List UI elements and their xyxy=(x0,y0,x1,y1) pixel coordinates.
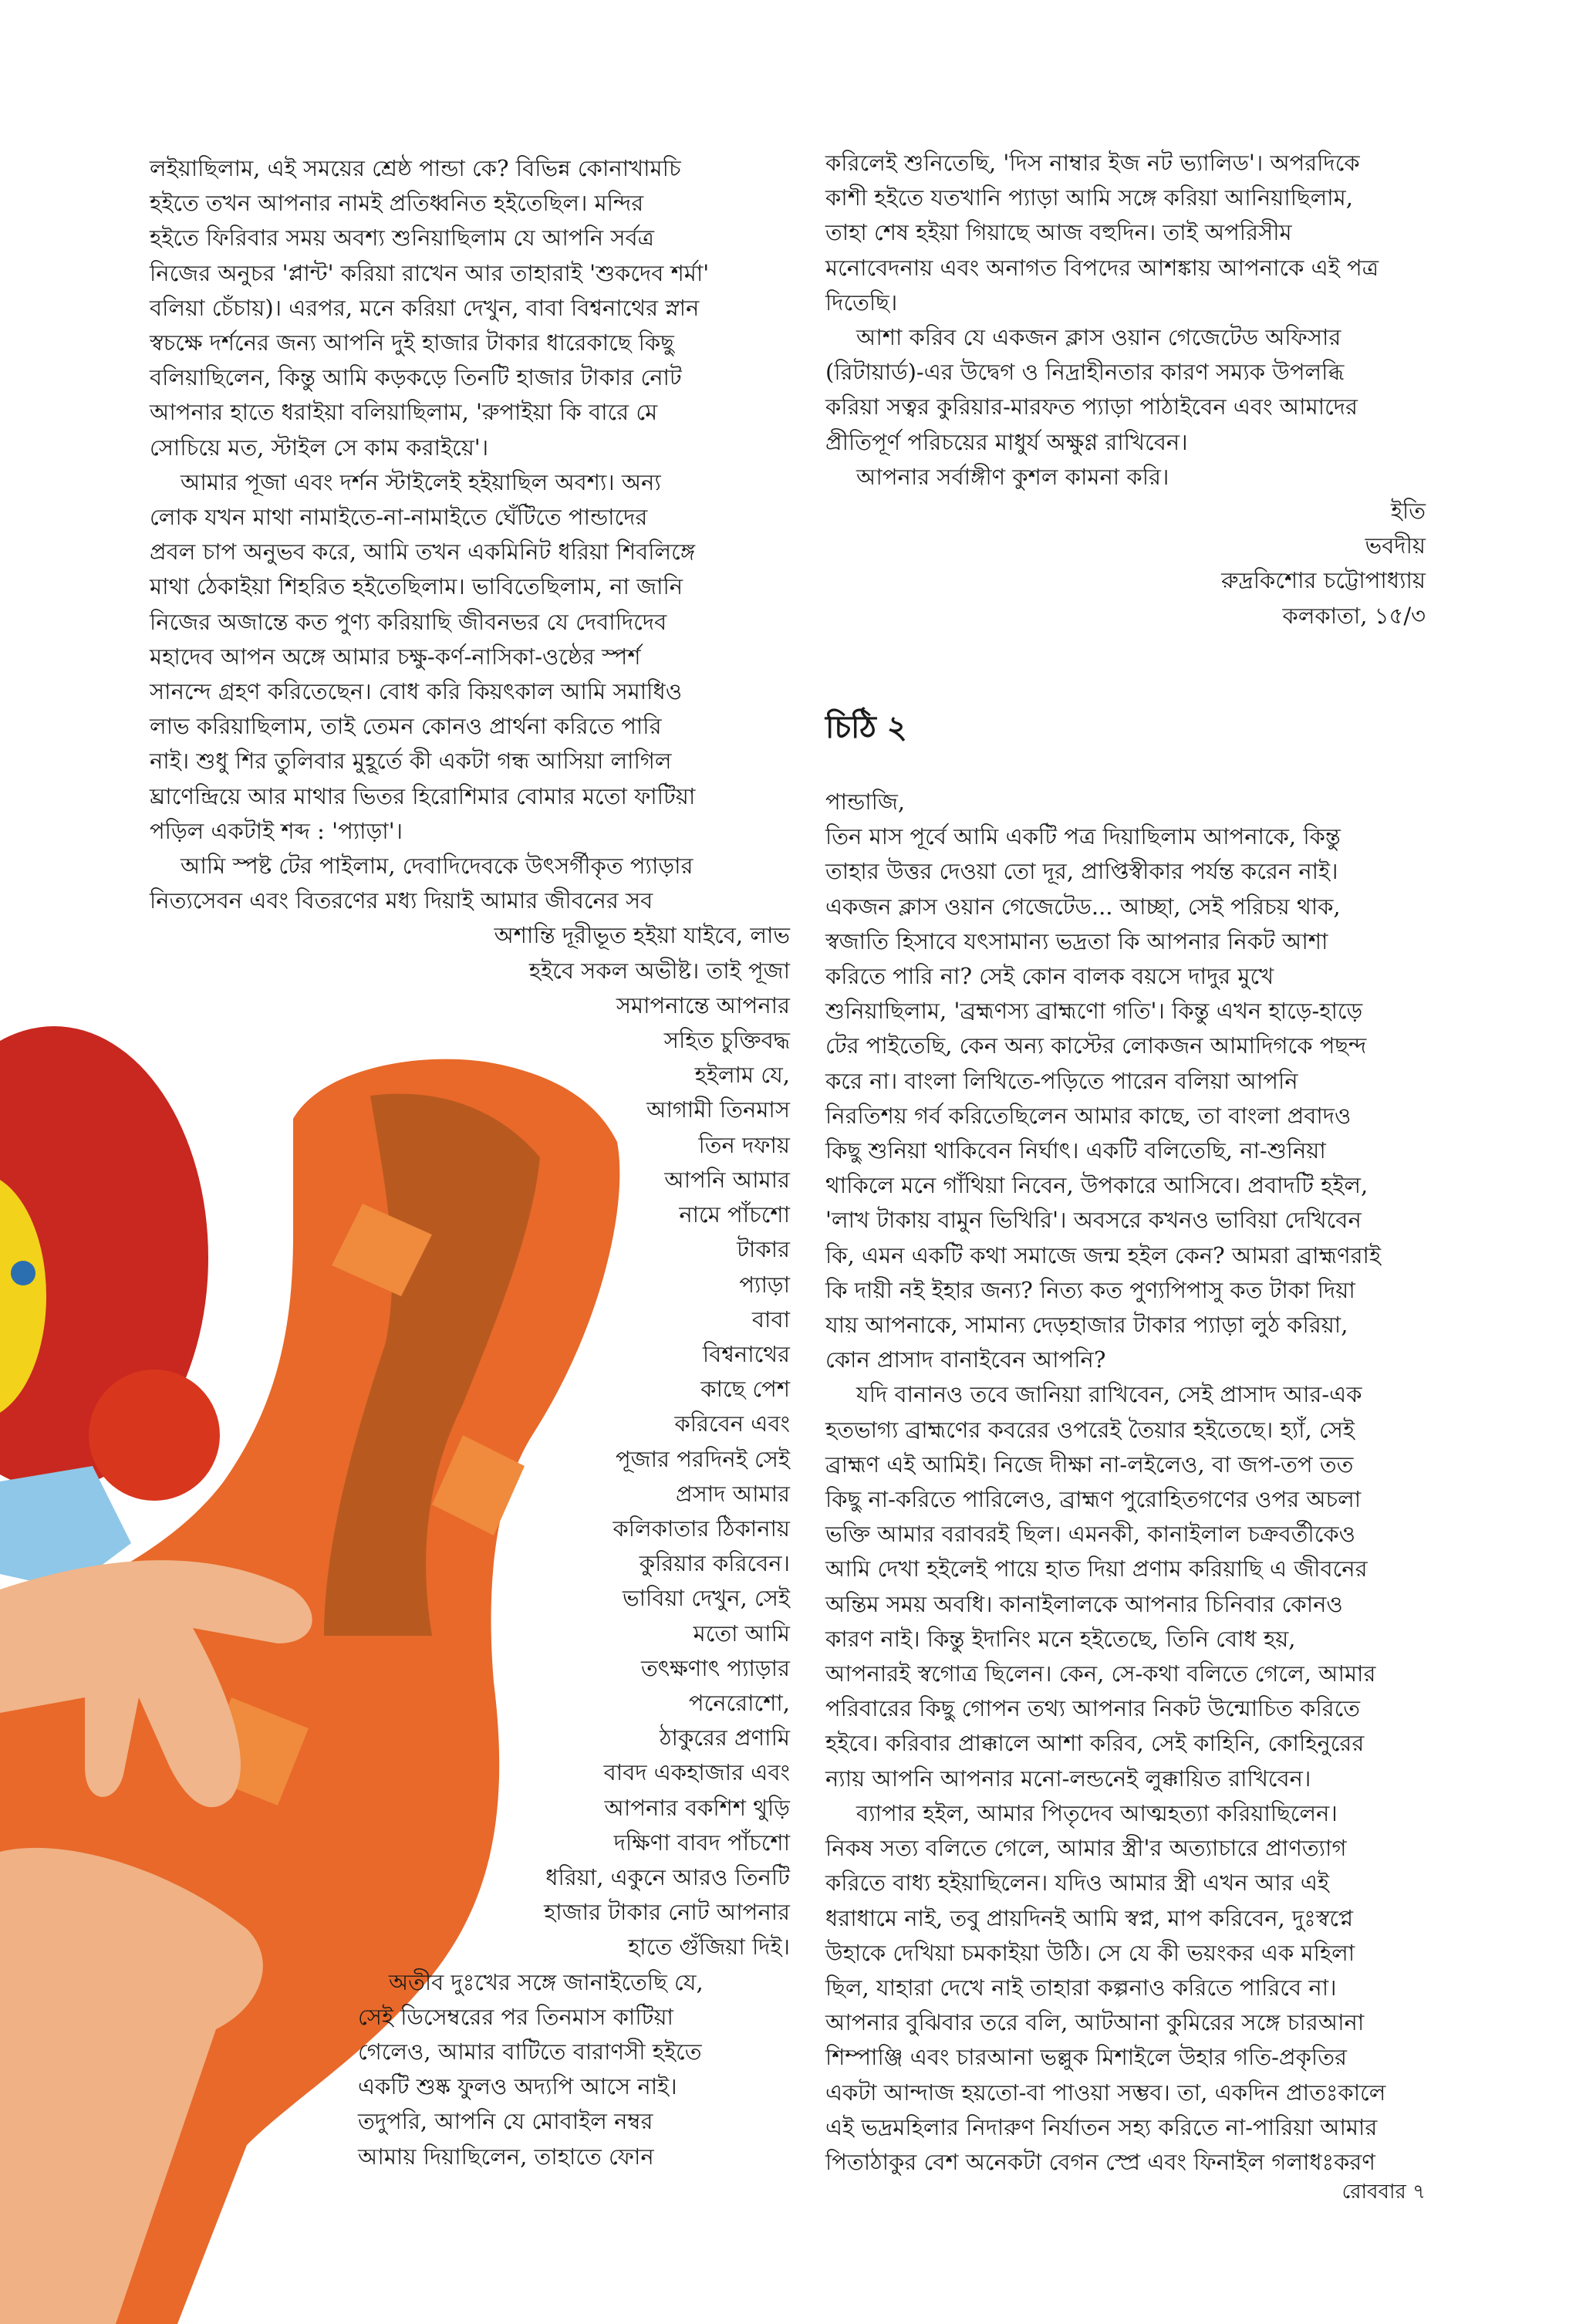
text-line: প্যাড়া xyxy=(739,1271,790,1298)
text-line: ন্যায় আপনি আপনার মনো-লন্ডনেই লুক্কায়িত রাখিবেন। xyxy=(825,1765,1311,1792)
text-line: বলিয়া চেঁচায়)। এরপর, মনে করিয়া দেখুন, বাবা বিশ্বনাথের স্নান xyxy=(150,294,700,321)
left-block-3 xyxy=(150,849,790,1965)
text-line: বলিয়াছিলেন, কিন্তু আমি কড়কড়ে তিনটি হাজার টাকার নোট xyxy=(150,364,682,391)
signoff-bhabadiy: ভবদীয় xyxy=(1365,532,1426,559)
text-line: সেই ডিসেম্বরের পর তিনমাস কাটিয়া xyxy=(358,2003,673,2030)
text-line: মতো আমি xyxy=(693,1620,790,1647)
text-line: নিকষ সত্য বলিতে গেলে, আমার স্ত্রী'র অত্যাচারে প্রাণত্যাগ xyxy=(825,1835,1347,1862)
text-line: হাজার টাকার নোট আপনার xyxy=(544,1899,790,1926)
text-line: করিবেন এবং xyxy=(674,1410,790,1437)
text-line: মাথা ঠেকাইয়া শিহরিত হইতেছিলাম। ভাবিতেছিলাম, না জানি xyxy=(150,573,683,600)
text-line: কারণ নাই। কিন্তু ইদানিং মনে হইতেছে, তিনি বোধ হয়, xyxy=(825,1625,1296,1652)
text-line: হইতে তখন আপনার নামই প্রতিধ্বনিত হইতেছিল। মন্দির xyxy=(150,190,644,217)
text-line: আপনার বকশিশ থুড়ি xyxy=(604,1794,790,1821)
text-line: আমি দেখা হইলেই পায়ে হাত দিয়া প্রণাম করিয়াছি এ জীবনের xyxy=(825,1556,1368,1583)
text-line: কিছু না-করিতে পারিলেও, ব্রাহ্মণ পুরোহিতগণের ওপর অচলা xyxy=(825,1486,1362,1513)
text-line: পড়িল একটাই শব্দ : 'প্যাড়া'। xyxy=(150,817,403,844)
text-line: কি, এমন একটি কথা সমাজে জন্ম হইল কেন? আমরা ব্রাহ্মণরাই xyxy=(825,1241,1382,1268)
text-line: হইবে সকল অভীষ্ট। তাই পূজা xyxy=(528,957,790,984)
text-line: নামে পাঁচশো xyxy=(679,1201,790,1228)
text-line: করে না। বাংলা লিখিতে-পড়িতে পারেন বলিয়া আপনি xyxy=(825,1067,1298,1094)
text-line: ঠাকুরের প্রণামি xyxy=(660,1724,790,1751)
text-line: তিন দফায় xyxy=(698,1131,790,1158)
text-line: তাহার উত্তর দেওয়া তো দূর, প্রাপ্তিস্বীকার পর্যন্ত করেন নাই। xyxy=(825,858,1338,885)
text-line: দক্ষিণা বাবদ পাঁচশো xyxy=(613,1829,790,1856)
text-line: একটা আন্দাজ হয়তো-বা পাওয়া সম্ভব। তা, একদিন প্রাতঃকালে xyxy=(825,2079,1386,2106)
text-line: আপনার হাতে ধরাইয়া বলিয়াছিলাম, 'রুপাইয়া কি বারে মে xyxy=(150,399,658,426)
text-line: উহাকে দেখিয়া চমকাইয়া উঠি। সে যে কী ভয়ংকর এক মহিলা xyxy=(825,1939,1355,1966)
text-line: কাশী হইতে যতখানি প্যাড়া আমি সঙ্গে করিয়া আনিয়াছিলাম, xyxy=(825,184,1353,211)
text-line: কাছে পেশ xyxy=(700,1376,790,1403)
text-line: আপনার সর্বাঙ্গীণ কুশল কামনা করি। xyxy=(856,463,1169,490)
text-line: সোচিয়ে মত, স্টাইল সে কাম করাইয়ে'। xyxy=(150,434,489,461)
text-line: একজন ক্লাস ওয়ান গেজেটেড... আচ্ছা, সেই পরিচয় থাক, xyxy=(825,893,1341,920)
text-line: কি দায়ী নই ইহার জন্য? নিত্য কত পুণ্যপিপাসু কত টাকা দিয়া xyxy=(825,1276,1355,1303)
text-line: যদি বানানও তবে জানিয়া রাখিবেন, সেই প্রাসাদ আর-এক xyxy=(856,1381,1362,1408)
text-line: এই ভদ্রমহিলার নিদারুণ নির্যাতন সহ্য করিতে না-পারিয়া আমার xyxy=(825,2113,1378,2140)
text-line: শুনিয়াছিলাম, 'ব্রহ্মণস্য ব্রাহ্মণো গতি'। কিন্তু এখন হাড়ে-হাড়ে xyxy=(825,998,1363,1025)
text-line: যায় আপনাকে, সামান্য দেড়হাজার টাকার প্যাড়া লুঠ করিয়া, xyxy=(825,1312,1348,1339)
text-line: করিয়া সত্বর কুরিয়ার-মারফত প্যাড়া পাঠাইবেন এবং আমাদের xyxy=(825,394,1358,421)
text-line: পিতাঠাকুর বেশ অনেকটা বেগন স্প্রে এবং ফিনাইল গলাধঃকরণ xyxy=(825,2148,1375,2175)
text-line: আশা করিব যে একজন ক্লাস ওয়ান গেজেটেড অফিসার xyxy=(856,324,1341,351)
text-line: হাতে গুঁজিয়া দিই। xyxy=(628,1934,790,1961)
text-line: অশান্তি দূরীভূত হইয়া যাইবে, লাভ xyxy=(494,922,790,949)
text-line: কিছু শুনিয়া থাকিবেন নির্ঘাৎ। একটি বলিতেছি, না-শুনিয়া xyxy=(825,1137,1326,1164)
text-line: প্রবল চাপ অনুভব করে, আমি তখন একমিনিট ধরিয়া শিবলিঙ্গে xyxy=(150,539,696,566)
text-line: তৎক্ষণাৎ প্যাড়ার xyxy=(641,1654,790,1681)
text-line: পূজার পরদিনই সেই xyxy=(616,1445,790,1472)
signoff-iti: ইতি xyxy=(1390,498,1426,524)
text-line: সমাপনান্তে আপনার xyxy=(616,991,790,1018)
text-line: হইতে ফিরিবার সময় অবশ্য শুনিয়াছিলাম যে আপনি সর্বত্র xyxy=(150,225,654,252)
text-line: করিতে পারি না? সেই কোন বালক বয়সে দাদুর মুখে xyxy=(825,963,1274,990)
text-line: নিজের অনুচর 'প্লান্ট' করিয়া রাখেন আর তাহারাই 'শুকদেব শর্মা' xyxy=(150,259,710,286)
text-line: কুরিয়ার করিবেন। xyxy=(639,1550,790,1577)
text-line: বিশ্বনাথের xyxy=(702,1340,790,1367)
text-line: কোন প্রাসাদ বানাইবেন আপনি? xyxy=(825,1346,1106,1373)
text-line: লোক যখন মাথা নামাইতে-না-নামাইতে ঘেঁটিতে পান্ডাদের xyxy=(150,504,648,531)
text-line: আমি স্পষ্ট টের পাইলাম, দেবাদিদেবকে উৎসর্গীকৃত প্যাড়ার xyxy=(181,853,694,880)
salutation: পান্ডাজি, xyxy=(825,789,906,815)
illustration-eye xyxy=(11,1261,35,1285)
text-line: সহিত চুক্তিবদ্ধ xyxy=(663,1027,790,1054)
text-line: বাবা xyxy=(751,1306,790,1333)
text-line: গেলেও, আমার বাটিতে বারাণসী হইতে xyxy=(358,2038,702,2065)
text-line: ধরিয়া, একুনে আরও তিনটি xyxy=(545,1863,790,1890)
text-line: অন্তিম সময় অবধি। কানাইলালকে আপনার চিনিবার কোনও xyxy=(825,1590,1343,1617)
text-line: লইয়াছিলাম, এই সময়ের শ্রেষ্ঠ পান্ডা কে? বিভিন্ন কোনাখামচি xyxy=(150,155,681,181)
text-line: আমার পূজা এবং দর্শন স্টাইলেই হইয়াছিল অবশ্য। অন্য xyxy=(181,468,661,495)
letter-2-heading: চিঠি ২ xyxy=(825,709,907,745)
text-line: (রিটায়ার্ড)-এর উদ্বেগ ও নিদ্রাহীনতার কারণ সম্যক উপলব্ধি xyxy=(825,359,1345,386)
text-line: নিত্যসেবন এবং বিতরণের মধ্য দিয়াই আমার জীবনের সব xyxy=(150,887,653,914)
text-line: করিতে বাধ্য হইয়াছিলেন। যদিও আমার স্ত্রী এখন আর এই xyxy=(825,1870,1329,1897)
text-line: লাভ করিয়াছিলাম, তাই তেমন কোনও প্রার্থনা করিতে পারি xyxy=(150,713,662,740)
signoff-place-date: কলকাতা, ১৫/৩ xyxy=(1282,602,1426,629)
text-line: আপনারই স্বগোত্র ছিলেন। কেন, সে-কথা বলিতে গেলে, আমার xyxy=(825,1660,1376,1687)
text-line: টাকার xyxy=(737,1236,790,1263)
left-block-2 xyxy=(150,465,790,849)
text-line: পনেরোশো, xyxy=(688,1689,790,1716)
letter-signoff xyxy=(1221,494,1426,633)
text-line: হইলাম যে, xyxy=(694,1062,790,1089)
left-block-1 xyxy=(150,151,790,465)
left-column xyxy=(150,151,790,2174)
text-line: নিজের অজান্তে কত পুণ্য করিয়াছি জীবনভর যে দেবাদিদেব xyxy=(150,608,667,635)
text-line: ভাবিয়া দেখুন, সেই xyxy=(623,1585,790,1612)
text-line: নাই। শুধু শির তুলিবার মুহূর্তে কী একটা গন্ধ আসিয়া লাগিল xyxy=(150,748,672,775)
text-line: ব্যাপার হইল, আমার পিতৃদেব আত্মহত্যা করিয়াছিলেন। xyxy=(856,1799,1338,1826)
text-line: হইবে। করিবার প্রাক্কালে আশা করিব, সেই কাহিনি, কোহিনুরের xyxy=(825,1730,1365,1757)
text-line: করিলেই শুনিতেছি, 'দিস নাম্বার ইজ নট ভ্যালিড'। অপরদিকে xyxy=(825,150,1360,176)
text-line: ব্রাহ্মণ এই আমিই। নিজে দীক্ষা না-লইলেও, বা জপ-তপ তত xyxy=(825,1451,1354,1478)
text-line: ভক্তি আমার বরাবরই ছিল। এমনকী, কানাইলাল চক্রবর্তীকেও xyxy=(825,1521,1355,1548)
text-line: টের পাইতেছি, কেন অন্য কাস্টের লোকজন আমাদিগকে পছন্দ xyxy=(825,1032,1367,1059)
text-line: তাহা শেষ হইয়া গিয়াছে আজ বহুদিন। তাই অপরিসীম xyxy=(825,219,1292,246)
text-line: স্বচক্ষে দর্শনের জন্য আপনি দুই হাজার টাকার ধারেকাছে কিছু xyxy=(150,329,674,356)
text-line: কলিকাতার ঠিকানায় xyxy=(613,1515,790,1542)
text-line: হতভাগ্য ব্রাহ্মণের কবরের ওপরেই তৈয়ার হইতেছে। হ্যাঁ, সেই xyxy=(825,1416,1355,1443)
text-line: আপনার বুঝিবার তরে বলি, আটআনা কুমিরের সঙ্গে চারআনা xyxy=(825,2009,1365,2036)
text-line: মহাদেব আপন অঙ্গে আমার চক্ষু-কর্ণ-নাসিকা-ওষ্ঠের স্পর্শ xyxy=(150,643,641,670)
text-line: তিন মাস পূর্বে আমি একটি পত্র দিয়াছিলাম আপনাকে, কিন্তু xyxy=(825,823,1341,850)
text-line: ধরাধামে নাই, তবু প্রায়দিনই আমি স্বপ্ন, মাপ করিবেন, দুঃস্বপ্নে xyxy=(825,1904,1354,1931)
text-line: সানন্দে গ্রহণ করিতেছেন। বোধ করি কিয়ৎকাল আমি সমাধিও xyxy=(150,678,683,705)
text-line: বাবদ একহাজার এবং xyxy=(603,1759,790,1786)
text-line: একটি শুষ্ক ফুলও অদ্যপি আসে নাই। xyxy=(358,2073,677,2100)
text-line: ঘ্রাণেন্দ্রিয়ে আর মাথার ভিতর হিরোশিমার বোমার মতো ফাটিয়া xyxy=(150,782,696,809)
text-line: আগামী তিনমাস xyxy=(646,1096,790,1123)
text-line: আমায় দিয়াছিলেন, তাহাতে ফোন xyxy=(358,2143,654,2170)
text-line: ছিল, যাহারা দেখে নাই তাহারা কল্পনাও করিতে পারিবে না। xyxy=(825,1974,1337,2001)
text-line: অতীব দুঃখের সঙ্গে জানাইতেছি যে, xyxy=(389,1968,704,1995)
text-line: তদুপরি, আপনি যে মোবাইল নম্বর xyxy=(358,2108,653,2135)
text-line: স্বজাতি হিসাবে যৎসামান্য ভদ্রতা কি আপনার নিকট আশা xyxy=(825,927,1328,954)
text-line: প্রসাদ আমার xyxy=(676,1480,790,1507)
text-line: নিরতিশয় গর্ব করিতেছিলেন আমার কাছে, তা বাংলা প্রবাদও xyxy=(825,1102,1352,1129)
signoff-name: রুদ্রকিশোর চট্টোপাধ্যায় xyxy=(1221,567,1426,594)
text-line: আপনি আমার xyxy=(664,1166,790,1193)
page-footer: রোববার ৭ xyxy=(1341,2180,1426,2204)
text-line: প্রীতিপূর্ণ পরিচয়ের মাধুর্য অক্ষুণ্ণ রাখিবেন। xyxy=(825,428,1188,455)
text-line: 'লাখ টাকায় বামুন ভিখিরি'। অবসরে কখনও ভাবিয়া দেখিবেন xyxy=(825,1207,1362,1234)
text-line: মনোবেদনায় এবং অনাগত বিপদের আশঙ্কায় আপনাকে এই পত্র xyxy=(825,254,1379,281)
text-line: শিম্পাঞ্জি এবং চারআনা ভল্লুক মিশাইলে উহার গতি-প্রকৃতির xyxy=(825,2044,1347,2071)
text-line: থাকিলে মনে গাঁথিয়া নিবেন, উপকারে আসিবে। প্রবাদটি হইল, xyxy=(825,1172,1368,1199)
text-line: পরিবারের কিছু গোপন তথ্য আপনার নিকট উন্মোচিত করিতে xyxy=(825,1695,1360,1722)
text-line: দিতেছি। xyxy=(825,289,898,316)
left-block-4 xyxy=(150,1965,790,2174)
right-column-letter-1 xyxy=(825,146,1435,495)
right-column-letter-2 xyxy=(825,785,1435,2180)
